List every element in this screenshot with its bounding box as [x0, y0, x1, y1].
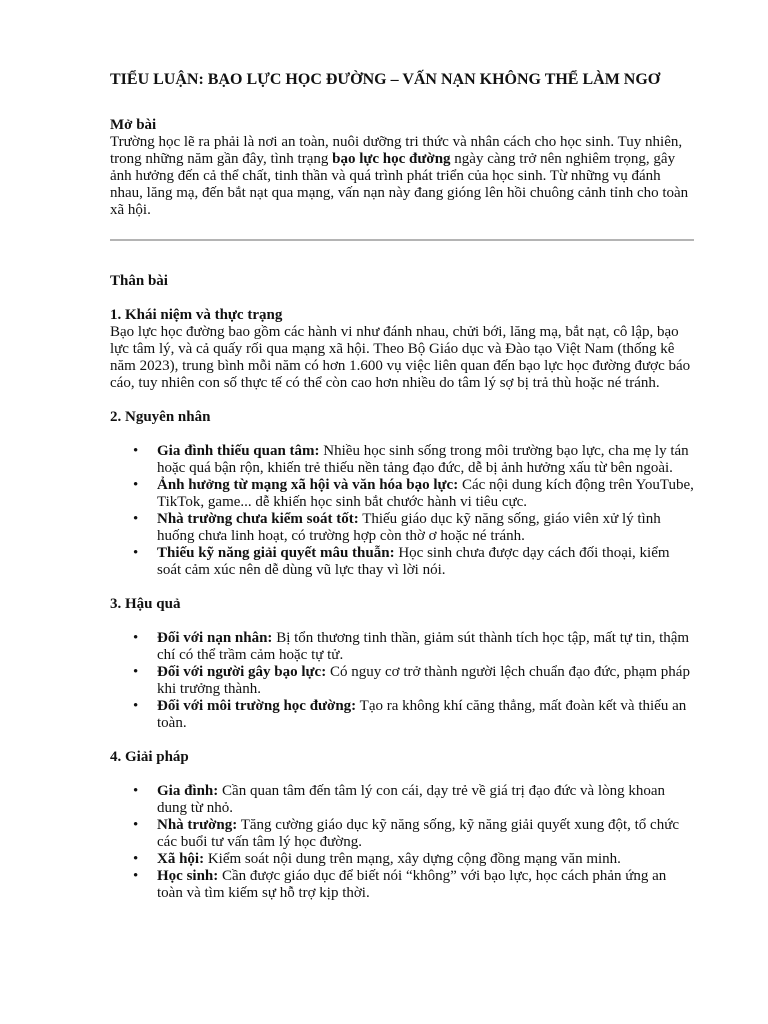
list-item	[133, 783, 694, 817]
list-item-text: Cần được giáo dục để biết nói “không” với bạo lực, học cách phản ứng an toàn và tìm kiếm sự hỗ trợ kịp thời.	[157, 868, 667, 901]
list-item	[133, 664, 694, 698]
list-item-label: Gia đình thiếu quan tâm:	[157, 443, 320, 459]
list-item-label: Thiếu kỹ năng giải quyết mâu thuẫn:	[157, 545, 395, 561]
document-title: TIỂU LUẬN: BẠO LỰC HỌC ĐƯỜNG – VẤN NẠN KHÔNG THỂ LÀM NGƠ	[110, 71, 661, 88]
list-item	[133, 477, 694, 511]
bullet-icon: •	[133, 511, 139, 527]
bullet-icon: •	[133, 817, 139, 833]
list-item-text: Thiếu giáo dục kỹ năng sống, giáo viên xử lý tình huống chưa linh hoạt, có trường hợp còn thờ ơ hoặc né tránh.	[157, 511, 661, 544]
list-item	[133, 545, 694, 579]
section-4-heading: 4. Giải pháp	[110, 749, 189, 765]
list-item-label: Đối với người gây bạo lực:	[157, 664, 327, 680]
list-item	[133, 443, 694, 477]
section-2-heading: 2. Nguyên nhân	[110, 409, 211, 425]
list-item-label: Gia đình:	[157, 783, 219, 799]
section-causes	[110, 409, 694, 579]
section-concept	[110, 307, 694, 392]
intro-text-after: ngày càng trở nên nghiêm trọng, gây ảnh hưởng đến cả thể chất, tinh thần và quá trình phát triển của học sinh. Từ những vụ đánh nhau, lăng mạ, đến bắt nạt qua mạng, vấn nạn này đang gióng lên hồi chuông cảnh tỉnh cho toàn xã hội.	[110, 151, 689, 218]
intro-section	[110, 117, 694, 219]
intro-text-before: Trường học lẽ ra phải là nơi an toàn, nuôi dưỡng tri thức và nhân cách cho học sinh. Tuy nhiên, trong những năm gần đây, tình trạng	[110, 134, 683, 167]
bullet-icon: •	[133, 868, 139, 884]
list-item-text: Các nội dung kích động trên YouTube, TikTok, game... dễ khiến học sinh bắt chước hành vi tiêu cực.	[157, 477, 694, 510]
list-item	[133, 698, 694, 732]
list-item-label: Đối với nạn nhân:	[157, 630, 273, 646]
solutions-list	[110, 783, 694, 902]
list-item	[133, 511, 694, 545]
section-3-heading: 3. Hậu quả	[110, 596, 181, 612]
list-item-text: Học sinh chưa được dạy cách đối thoại, kiểm soát cảm xúc nên dễ dùng vũ lực thay vì lời nói.	[157, 545, 670, 578]
list-item	[133, 851, 694, 868]
bullet-icon: •	[133, 698, 139, 714]
list-item-label: Nhà trường:	[157, 817, 238, 833]
list-item-text: Cần quan tâm đến tâm lý con cái, dạy trẻ về giá trị đạo đức và lòng khoan dung từ nhỏ.	[157, 783, 666, 816]
list-item-label: Học sinh:	[157, 868, 219, 884]
bullet-icon: •	[133, 630, 139, 646]
list-item	[133, 868, 694, 902]
bullet-icon: •	[133, 664, 139, 680]
consequences-list	[110, 630, 694, 732]
bullet-icon: •	[133, 783, 139, 799]
section-solutions	[110, 749, 694, 902]
list-item-text: Nhiều học sinh sống trong môi trường bạo lực, cha mẹ ly tán hoặc quá bận rộn, khiến trẻ thiếu nền tảng đạo đức, dễ bị ảnh hưởng xấu từ bên ngoài.	[157, 443, 689, 476]
section-consequences	[110, 596, 694, 732]
list-item	[133, 630, 694, 664]
bullet-icon: •	[133, 443, 139, 459]
list-item-text: Kiểm soát nội dung trên mạng, xây dựng cộng đồng mạng văn minh.	[204, 851, 621, 867]
list-item-text: Có nguy cơ trở thành người lệch chuẩn đạo đức, phạm pháp khi trưởng thành.	[157, 664, 690, 697]
section-1-paragraph: Bạo lực học đường bao gồm các hành vi như đánh nhau, chửi bới, lăng mạ, bắt nạt, cô lập, bạo lực tâm lý, và cả quấy rối qua mạng xã hội. Theo Bộ Giáo dục và Đào tạo Việt Nam (thống kê năm 2023), trung bình mỗi năm có hơn 1.600 vụ việc liên quan đến bạo lực học đường được báo cáo, tuy nhiên con số thực tế có thể còn cao hơn nhiều do tâm lý sợ bị trả thù hoặc né tránh.	[110, 324, 691, 391]
bullet-icon: •	[133, 477, 139, 493]
list-item-text: Tạo ra không khí căng thẳng, mất đoàn kết và thiếu an toàn.	[157, 698, 687, 731]
bullet-icon: •	[133, 545, 139, 561]
list-item-text: Tăng cường giáo dục kỹ năng sống, kỹ năng giải quyết xung đột, tổ chức các buổi tư vấn tâm lý học đường.	[157, 817, 679, 850]
list-item-label: Nhà trường chưa kiểm soát tốt:	[157, 511, 359, 527]
intro-heading: Mở bài	[110, 117, 157, 133]
intro-paragraph	[110, 134, 694, 219]
causes-list	[110, 443, 694, 579]
list-item-label: Xã hội:	[157, 851, 205, 867]
list-item-label: Ảnh hưởng từ mạng xã hội và văn hóa bạo lực:	[157, 477, 459, 493]
horizontal-divider	[110, 239, 694, 241]
list-item-label: Đối với môi trường học đường:	[157, 698, 357, 714]
bullet-icon: •	[133, 851, 139, 867]
section-1-heading: 1. Khái niệm và thực trạng	[110, 307, 283, 323]
body-heading: Thân bài	[110, 273, 168, 289]
intro-bold-term: bạo lực học đường	[332, 151, 451, 167]
list-item	[133, 817, 694, 851]
list-item-text: Bị tổn thương tinh thần, giảm sút thành tích học tập, mất tự tin, thậm chí có thể trầm cảm hoặc tự tử.	[157, 630, 690, 663]
